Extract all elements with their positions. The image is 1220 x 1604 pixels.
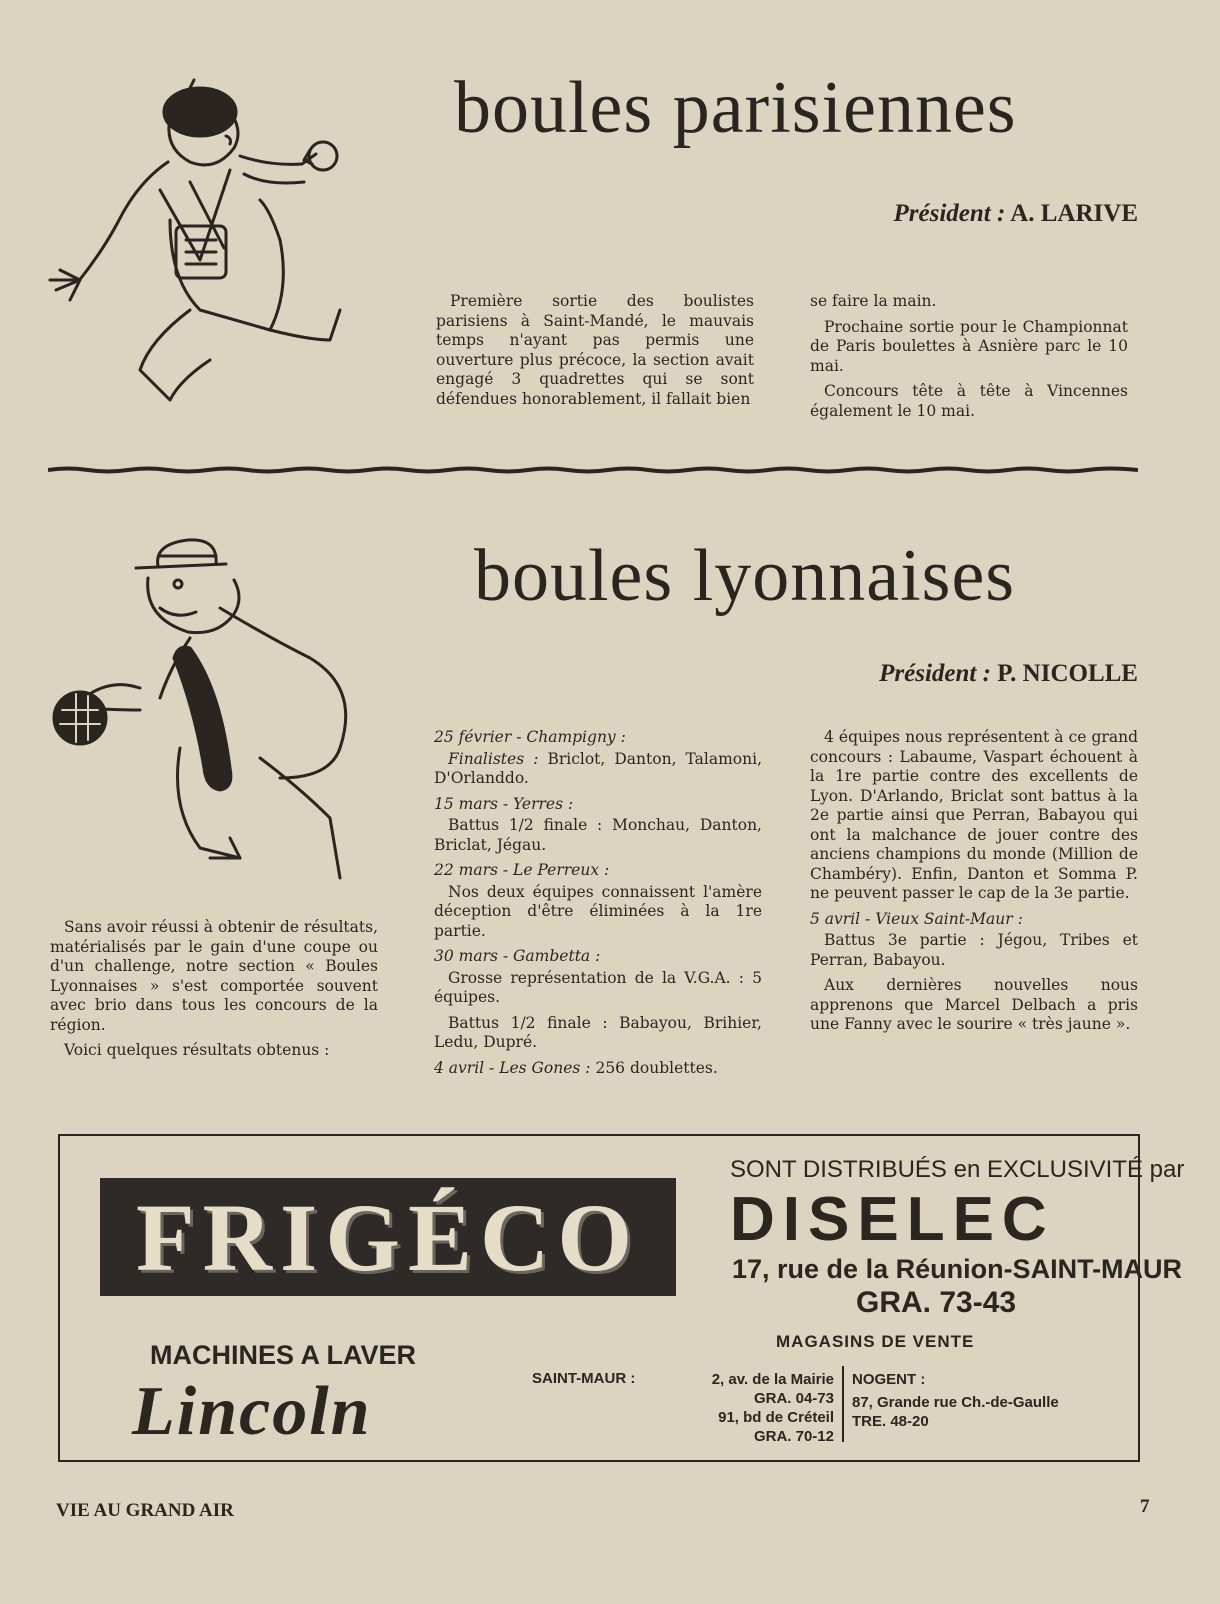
president-label: Président :	[879, 660, 991, 687]
paragraph: Première sortie des boulistes parisiens à Saint-Mandé, le mauvais temps n'ayant pas permis une ouverture plus précoce, la section avait engagé 3 quadrettes qui se sont défendues honorablement, il fallait bien	[436, 292, 754, 408]
section-separator	[48, 466, 1138, 474]
article-column-lyonnaises-2	[434, 728, 762, 1084]
paragraph: Voici quelques résultats obtenus :	[64, 1041, 330, 1059]
page-number: 7	[1140, 1496, 1150, 1517]
event-heading: 22 mars - Le Perreux :	[434, 861, 610, 879]
paragraph	[434, 1059, 762, 1079]
president-line-parisiennes	[894, 200, 1138, 228]
article-column-lyonnaises-3	[810, 728, 1138, 1041]
brand-name: FRIGÉCO	[135, 1183, 641, 1291]
paragraph: Grosse représentation de la V.G.A. : 5 équipes.	[434, 968, 762, 1006]
lincoln-logo: Lincoln	[132, 1373, 372, 1450]
section-title-parisiennes: boules parisiennes	[454, 67, 1017, 149]
paragraph: Battus 1/2 finale : Babayou, Brihier, Ledu, Dupré.	[434, 1013, 762, 1051]
label: Finalistes :	[448, 749, 539, 768]
event-heading: 30 mars - Gambetta :	[434, 947, 601, 965]
distribution-line: SONT DISTRIBUÉS en EXCLUSIVITÉ par	[730, 1156, 1185, 1183]
event-heading: 4 avril - Les Gones :	[434, 1058, 591, 1077]
president-name: A. LARIVE	[1010, 200, 1138, 227]
line: GRA. 04-73	[753, 1390, 834, 1407]
paragraph: Battus 3e partie : Jégou, Tribes et Perran, Babayou.	[810, 931, 1138, 969]
machines-label: MACHINES A LAVER	[150, 1340, 417, 1370]
diselec-name: DISELEC	[730, 1185, 1055, 1254]
paragraph: Aux dernières nouvelles nous apprenons que Marcel Delbach a pris une Fanny avec le sourire « très jaune ».	[810, 976, 1138, 1033]
paragraph: se faire la main.	[810, 292, 937, 310]
text: Briclot, Danton, Talamoni, D'Orlanddo.	[434, 749, 762, 787]
event-heading: 25 février - Champigny :	[434, 728, 626, 746]
article-column-parisiennes-2	[810, 292, 1128, 427]
line: GRA. 70-12	[753, 1428, 834, 1445]
paragraph: 4 équipes nous représentent à ce grand concours : Labaume, Vaspart échouent à la 1re partie contre des excellents de Lyon. D'Arlando, Briclat sont battus à la 2e partie ainsi que Perran, Babayou qui ont la malchance de jouer contre des anciens champions du monde (Million de Chambéry). Enfin, Danton et Somma P. ne peuvent passer le cap de la 3e partie.	[810, 728, 1138, 902]
paragraph: Sans avoir réussi à obtenir de résultats, matérialisés par le gain d'une coupe ou d'un challenge, notre section « Boules Lyonnaises » s'est comportée souvent avec brio dans tous les concours de la région.	[50, 918, 378, 1034]
frigeco-logo	[100, 1178, 676, 1296]
paragraph: Concours tête à tête à Vincennes également le 10 mai.	[810, 382, 1128, 420]
president-name: P. NICOLLE	[997, 660, 1138, 687]
president-line-lyonnaises	[879, 660, 1138, 688]
saint-maur-label: SAINT-MAUR :	[532, 1370, 636, 1387]
diselec-address: 17, rue de la Réunion-SAINT-MAUR	[732, 1254, 1183, 1284]
nogent-label: NOGENT :	[852, 1371, 926, 1388]
section-title-lyonnaises: boules lyonnaises	[474, 535, 1016, 617]
text: 256 doublettes.	[590, 1058, 718, 1077]
line: 2, av. de la Mairie	[711, 1371, 834, 1388]
paragraph: Battus 1/2 finale : Monchau, Danton, Briclat, Jégau.	[434, 816, 762, 854]
magasins-label: MAGASINS DE VENTE	[776, 1332, 975, 1351]
saint-maur-address	[636, 1370, 834, 1446]
line: 91, bd de Créteil	[718, 1409, 834, 1426]
paragraph: Nos deux équipes connaissent l'amère déception d'être éliminées à la 1re partie.	[434, 882, 762, 940]
diselec-phone: GRA. 73-43	[856, 1286, 1017, 1319]
article-column-lyonnaises-1	[50, 918, 378, 1067]
magazine-name: VIE AU GRAND AIR	[56, 1500, 234, 1521]
paragraph	[434, 750, 762, 789]
lyonnais-player-illustration	[40, 538, 380, 898]
address-divider	[842, 1366, 844, 1442]
article-column-parisiennes-1	[436, 292, 754, 415]
parisian-player-illustration	[40, 70, 360, 410]
paragraph: Prochaine sortie pour le Championnat de Paris boulettes à Asnière parc le 10 mai.	[810, 317, 1128, 375]
nogent-address	[852, 1370, 1059, 1431]
line: 87, Grande rue Ch.-de-Gaulle	[852, 1394, 1059, 1411]
event-heading: 5 avril - Vieux Saint-Maur :	[810, 909, 1023, 928]
event-heading: 15 mars - Yerres :	[434, 794, 574, 813]
line: TRE. 48-20	[852, 1413, 929, 1430]
president-label: Président :	[893, 200, 1006, 227]
